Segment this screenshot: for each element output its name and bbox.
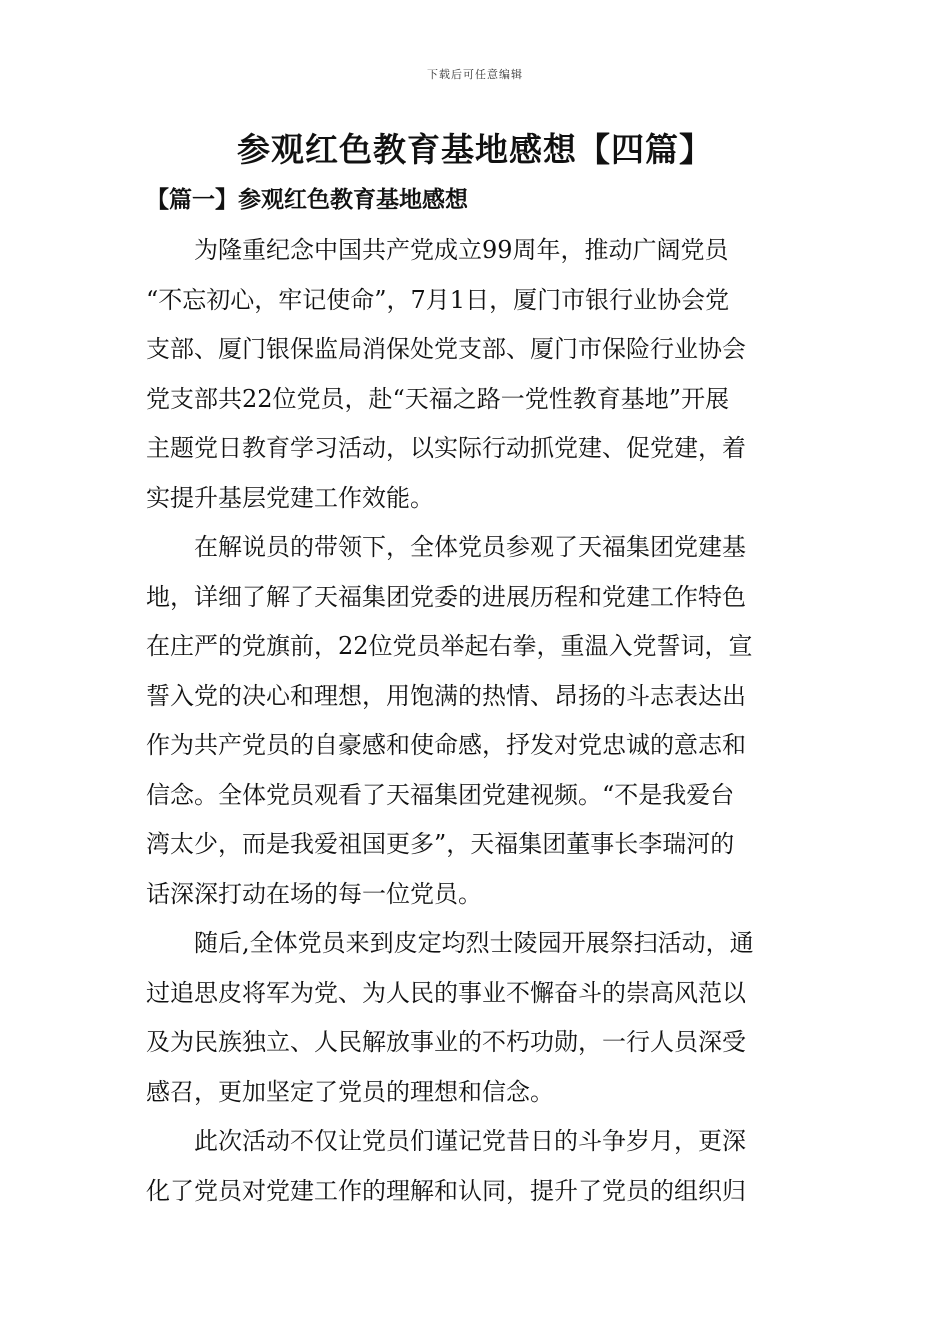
- paragraph-line: 及为民族独立、人民解放事业的不朽功勋，一行人员深受: [146, 1028, 746, 1056]
- paragraph-line: 党支部共22位党员，赴“天福之路一党性教育基地”开展: [146, 384, 730, 413]
- paragraph: [146, 919, 806, 1117]
- paragraph-line: 在解说员的带领下，全体党员参观了天福集团党建基: [194, 533, 746, 561]
- paragraph: [146, 226, 806, 523]
- paragraph-line: 随后,全体党员来到皮定均烈士陵园开展祭扫活动，通: [194, 929, 754, 957]
- paragraph-line: 支部、厦门银保监局消保处党支部、厦门市保险行业协会: [146, 335, 746, 363]
- paragraph-line: 湾太少，而是我爱祖国更多”，天福集团董事长李瑞河的: [146, 830, 735, 858]
- paragraph-line: 感召，更加坚定了党员的理想和信念。: [146, 1077, 554, 1106]
- paragraph-line: 信念。全体党员观看了天福集团党建视频。“不是我爱台: [146, 780, 735, 809]
- paragraph: [146, 523, 806, 919]
- document-title: 参观红色教育基地感想【四篇】: [237, 130, 713, 169]
- paragraph-line: 誓入党的决心和理想，用饱满的热情、昂扬的斗志表达出: [146, 681, 746, 710]
- paragraph-line: 在庄严的党旗前，22位党员举起右拳，重温入党誓词，宣: [146, 632, 753, 660]
- paragraph-line: 过追思皮将军为党、为人民的事业不懈奋斗的崇高风范以: [146, 978, 746, 1007]
- paragraph-line: 主题党日教育学习活动，以实际行动抓党建、促党建，着: [146, 434, 746, 462]
- paragraph: [146, 1117, 806, 1216]
- paragraph-line: 地，详细了解了天福集团党委的进展历程和党建工作特色: [146, 582, 746, 611]
- paragraph-line: 作为共产党员的自豪感和使命感，抒发对党忠诚的意志和: [146, 731, 746, 759]
- document-body: [146, 226, 806, 1216]
- paragraph-line: 实提升基层党建工作效能。: [146, 483, 434, 512]
- paragraph-line: 化了党员对党建工作的理解和认同，提升了党员的组织归: [146, 1176, 746, 1205]
- paragraph-line: 为隆重纪念中国共产党成立99周年，推动广阔党员: [194, 236, 729, 264]
- section-heading: 【篇一】参观红色教育基地感想: [146, 186, 468, 213]
- paragraph-line: “不忘初心，牢记使命”，7月1日，厦门市银行业协会党: [146, 285, 730, 314]
- paragraph-line: 此次活动不仅让党员们谨记党昔日的斗争岁月，更深: [194, 1127, 746, 1155]
- paragraph-line: 话深深打动在场的每一位党员。: [146, 879, 482, 908]
- header-note: 下载后可任意编辑: [427, 68, 523, 81]
